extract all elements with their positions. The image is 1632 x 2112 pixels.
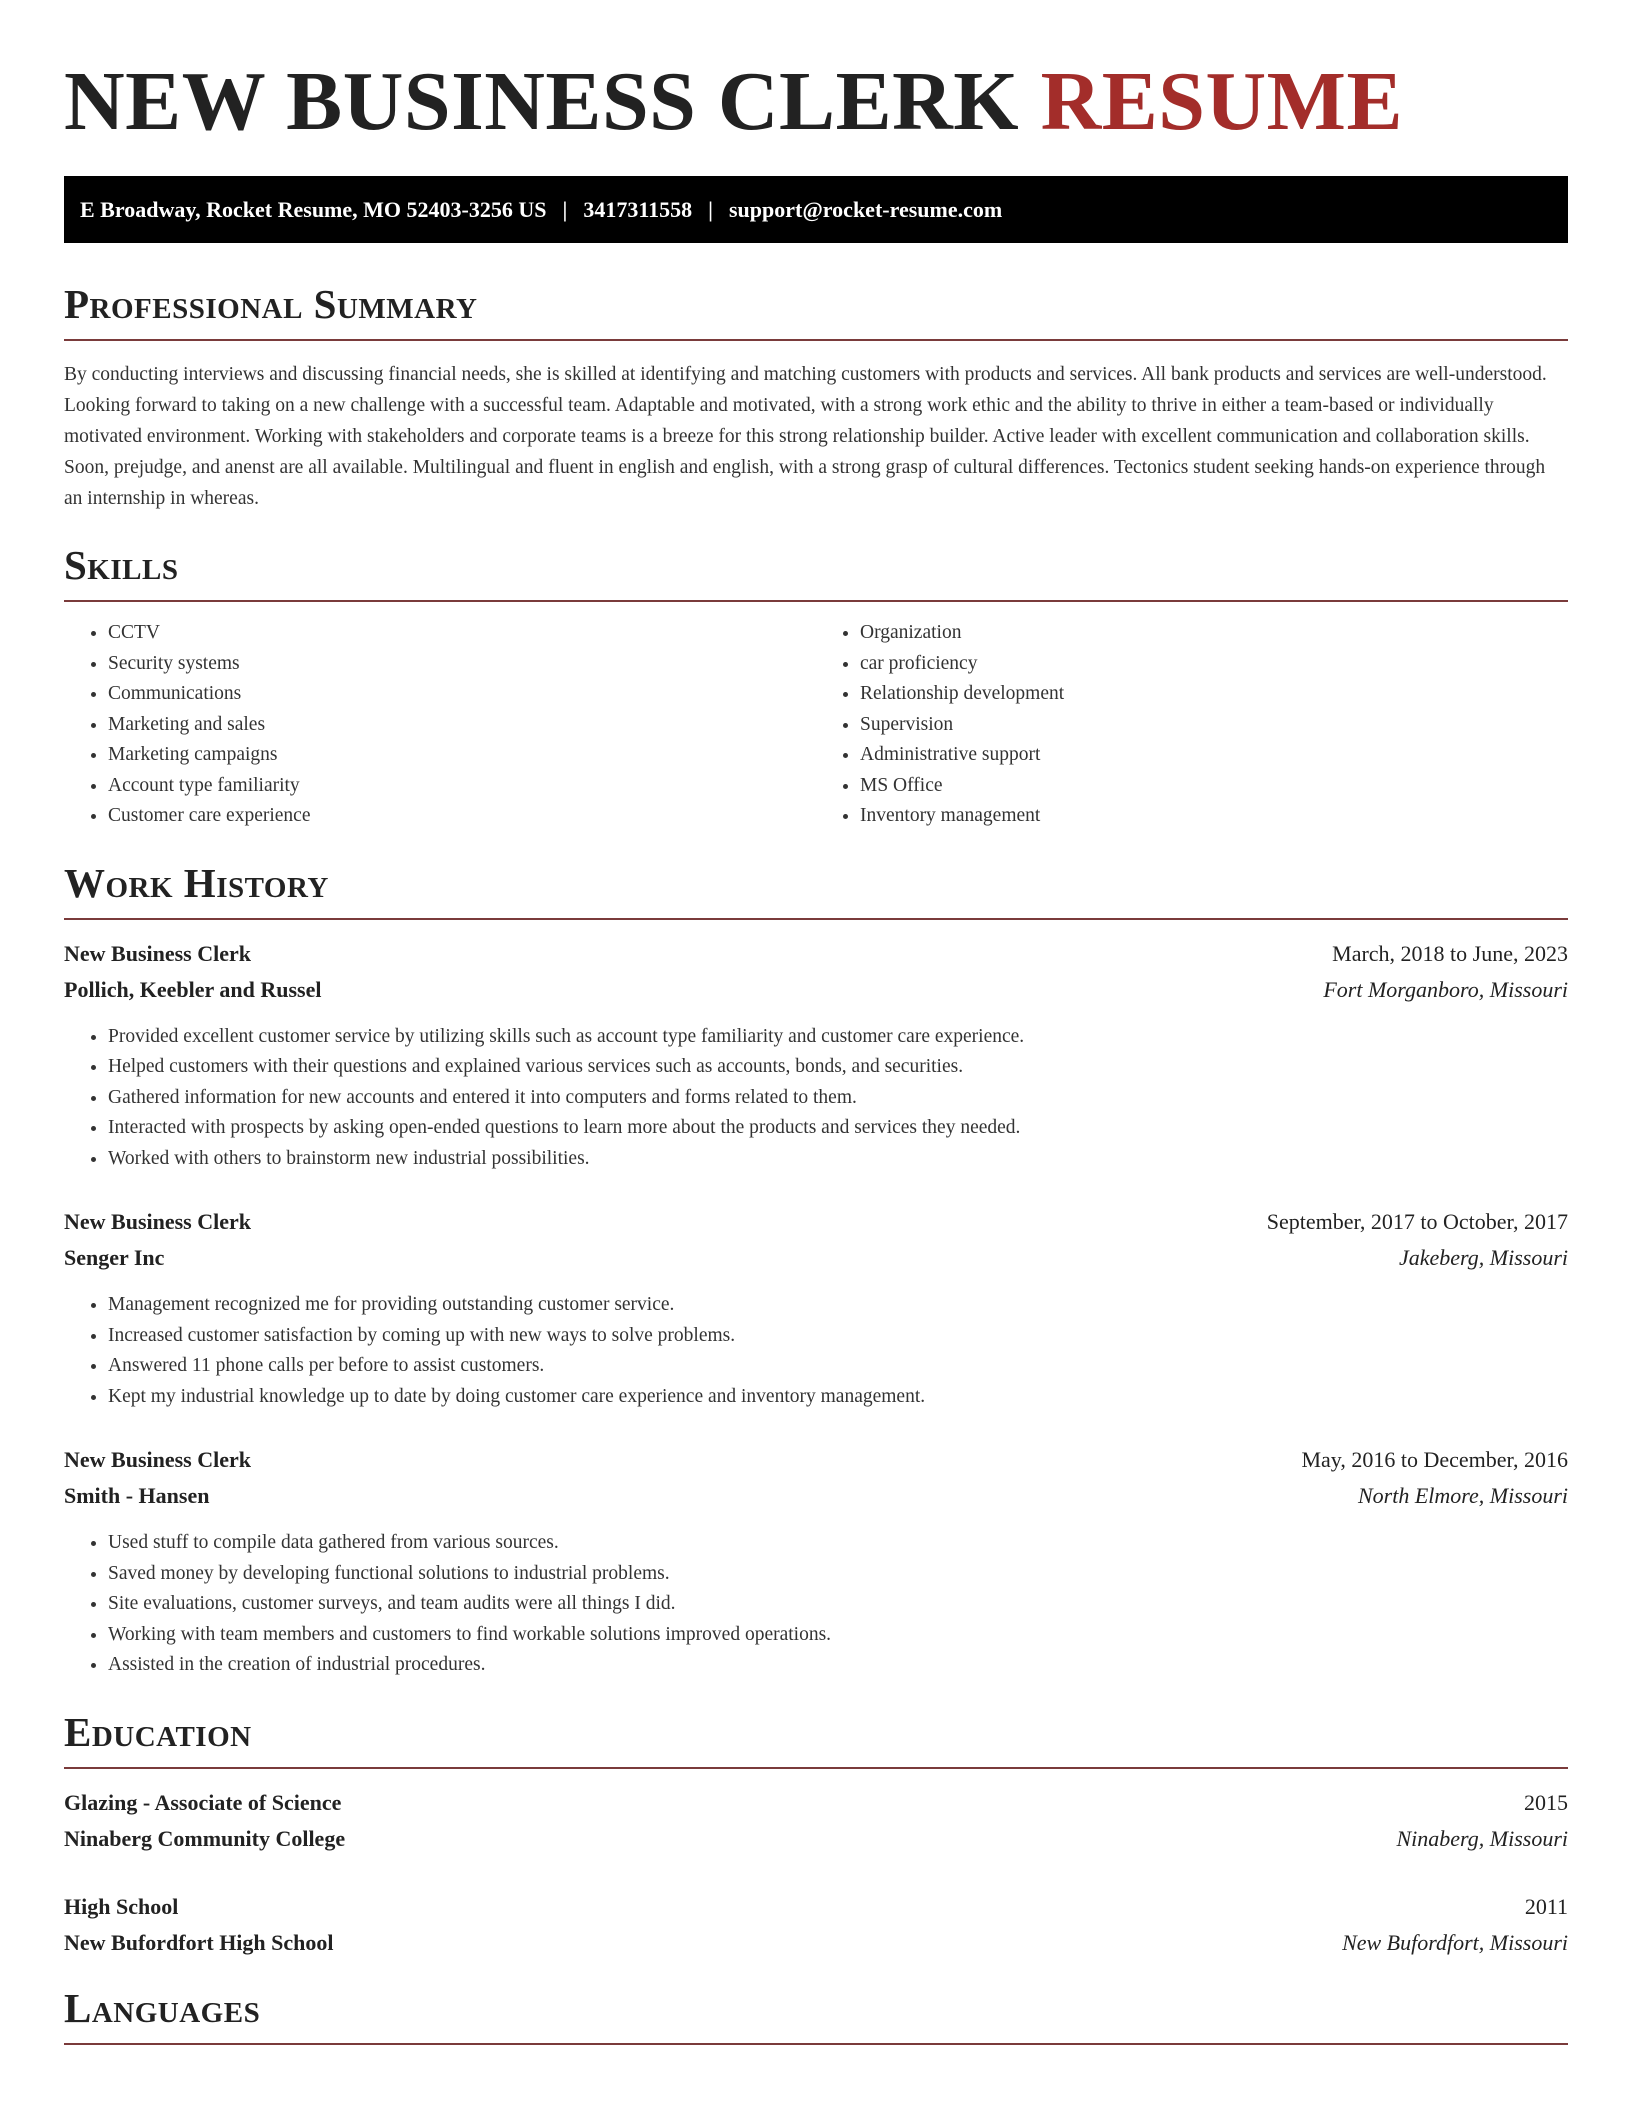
job-bullet: • Worked with others to brainstorm new industrial possibilities.	[108, 1144, 1568, 1175]
education-location: Ninaberg, Missouri	[1396, 1825, 1568, 1851]
skill-item: • CCTV	[108, 618, 816, 649]
skill-item: • Account type familiarity	[108, 771, 816, 802]
job-entry	[64, 936, 1568, 1175]
skill-item: • Supervision	[860, 710, 1568, 741]
education-school: New Bufordfort High School	[64, 1929, 334, 1955]
section-divider	[64, 339, 1568, 341]
job-bullet: • Assisted in the creation of industrial procedures.	[108, 1650, 1568, 1681]
contact-separator: |	[562, 196, 568, 222]
section-divider	[64, 600, 1568, 602]
section-divider	[64, 918, 1568, 920]
section-heading-skills: Skills	[64, 542, 179, 588]
job-bullet: • Working with team members and customers to find workable solutions improved operations.	[108, 1620, 1568, 1651]
contact-separator: |	[708, 196, 713, 222]
skill-item: • Administrative support	[860, 740, 1568, 771]
education-entry	[64, 1889, 1568, 1961]
skills-column-left	[64, 618, 816, 832]
job-company: Pollich, Keebler and Russel	[64, 976, 322, 1002]
job-company: Smith - Hansen	[64, 1483, 210, 1508]
job-dates: September, 2017 to October, 2017	[1266, 1209, 1568, 1234]
job-title: New Business Clerk	[64, 1209, 252, 1234]
section-divider	[64, 2043, 1568, 2045]
work-history-section	[64, 858, 1568, 1681]
education-section	[64, 1707, 1568, 1961]
job-dates: May, 2016 to December, 2016	[1301, 1447, 1568, 1472]
education-degree: High School	[64, 1893, 179, 1919]
job-bullet: • Interacted with prospects by asking open-ended questions to learn more about the products and services they needed.	[108, 1113, 1568, 1144]
skill-item: • car proficiency	[860, 649, 1568, 680]
skill-item: • Marketing campaigns	[108, 740, 816, 771]
title-accent: RESUME	[1040, 55, 1403, 148]
education-entry	[64, 1785, 1568, 1857]
job-dates: March, 2018 to June, 2023	[1332, 940, 1568, 966]
skill-item: • Security systems	[108, 649, 816, 680]
skill-item: • Organization	[860, 618, 1568, 649]
job-entry	[64, 1204, 1568, 1412]
job-entry	[64, 1442, 1568, 1681]
job-bullet: • Site evaluations, customer surveys, and team audits were all things I did.	[108, 1589, 1568, 1620]
section-divider	[64, 1767, 1568, 1769]
contact-bar	[64, 176, 1568, 243]
job-company: Senger Inc	[64, 1245, 165, 1270]
job-title: New Business Clerk	[64, 940, 252, 966]
education-school: Ninaberg Community College	[64, 1825, 346, 1851]
job-bullet: • Saved money by developing functional solutions to industrial problems.	[108, 1559, 1568, 1590]
education-year: 2011	[1524, 1893, 1568, 1919]
title-main: NEW BUSINESS CLERK	[64, 55, 1020, 148]
job-location: Jakeberg, Missouri	[1398, 1245, 1568, 1270]
job-location: Fort Morganboro, Missouri	[1323, 976, 1568, 1002]
section-heading-work: Work History	[64, 859, 329, 906]
resume-title	[64, 0, 1568, 152]
job-title: New Business Clerk	[64, 1447, 252, 1472]
education-degree: Glazing - Associate of Science	[64, 1789, 342, 1815]
skill-item: • Customer care experience	[108, 801, 816, 832]
skill-item: • Relationship development	[860, 679, 1568, 710]
job-location: North Elmore, Missouri	[1357, 1483, 1568, 1508]
job-bullet: • Management recognized me for providing outstanding customer service.	[108, 1290, 1568, 1321]
job-bullet: • Answered 11 phone calls per before to assist customers.	[108, 1351, 1568, 1382]
job-bullet: • Provided excellent customer service by utilizing skills such as account type familiarity and customer care experience.	[108, 1022, 1568, 1053]
summary-text: By conducting interviews and discussing financial needs, she is skilled at identifying and matching customers with products and services. All bank products and services are well-understood. Looking forward to taking on a new challenge with a successful team. Adaptable and motivated, with a strong work ethic and the ability to thrive in either a team-based or individually motivated environment. Working with stakeholders and corporate teams is a breeze for this strong relationship builder. Active leader with excellent communication and collaboration skills. Soon, prejudge, and anenst are all available. Multilingual and fluent in english and english, with a strong grasp of cultural differences. Tectonics student seeking hands-on experience through an internship in whereas.	[64, 364, 1547, 509]
section-heading-education: Education	[64, 1708, 252, 1755]
education-location: New Bufordfort, Missouri	[1342, 1929, 1568, 1955]
summary-section	[64, 279, 1568, 514]
skill-item: • Marketing and sales	[108, 710, 816, 741]
education-year: 2015	[1524, 1789, 1568, 1815]
languages-section	[64, 1983, 1568, 2045]
skill-item: • Inventory management	[860, 801, 1568, 832]
skills-list	[64, 618, 1568, 832]
contact-address: E Broadway, Rocket Resume, MO 52403-3256 US	[80, 196, 547, 222]
job-bullet: • Kept my industrial knowledge up to date by doing customer care experience and inventory management.	[108, 1382, 1568, 1413]
section-heading-languages: Languages	[64, 1984, 261, 2031]
job-bullet: • Helped customers with their questions and explained various services such as accounts, bonds, and securities.	[108, 1052, 1568, 1083]
contact-phone: 3417311558	[583, 196, 693, 222]
job-bullet: • Used stuff to compile data gathered from various sources.	[108, 1528, 1568, 1559]
job-bullet: • Increased customer satisfaction by coming up with new ways to solve problems.	[108, 1321, 1568, 1352]
job-bullets	[64, 1528, 1568, 1681]
job-bullets	[64, 1290, 1568, 1412]
job-bullets	[64, 1022, 1568, 1175]
contact-email: support@rocket-resume.com	[728, 196, 1003, 222]
skills-column-right	[816, 618, 1568, 832]
job-bullet: • Gathered information for new accounts and entered it into computers and forms related to them.	[108, 1083, 1568, 1114]
section-heading-summary: Professional Summary	[64, 281, 478, 327]
skills-section	[64, 540, 1568, 832]
skill-item: • MS Office	[860, 771, 1568, 802]
skill-item: • Communications	[108, 679, 816, 710]
